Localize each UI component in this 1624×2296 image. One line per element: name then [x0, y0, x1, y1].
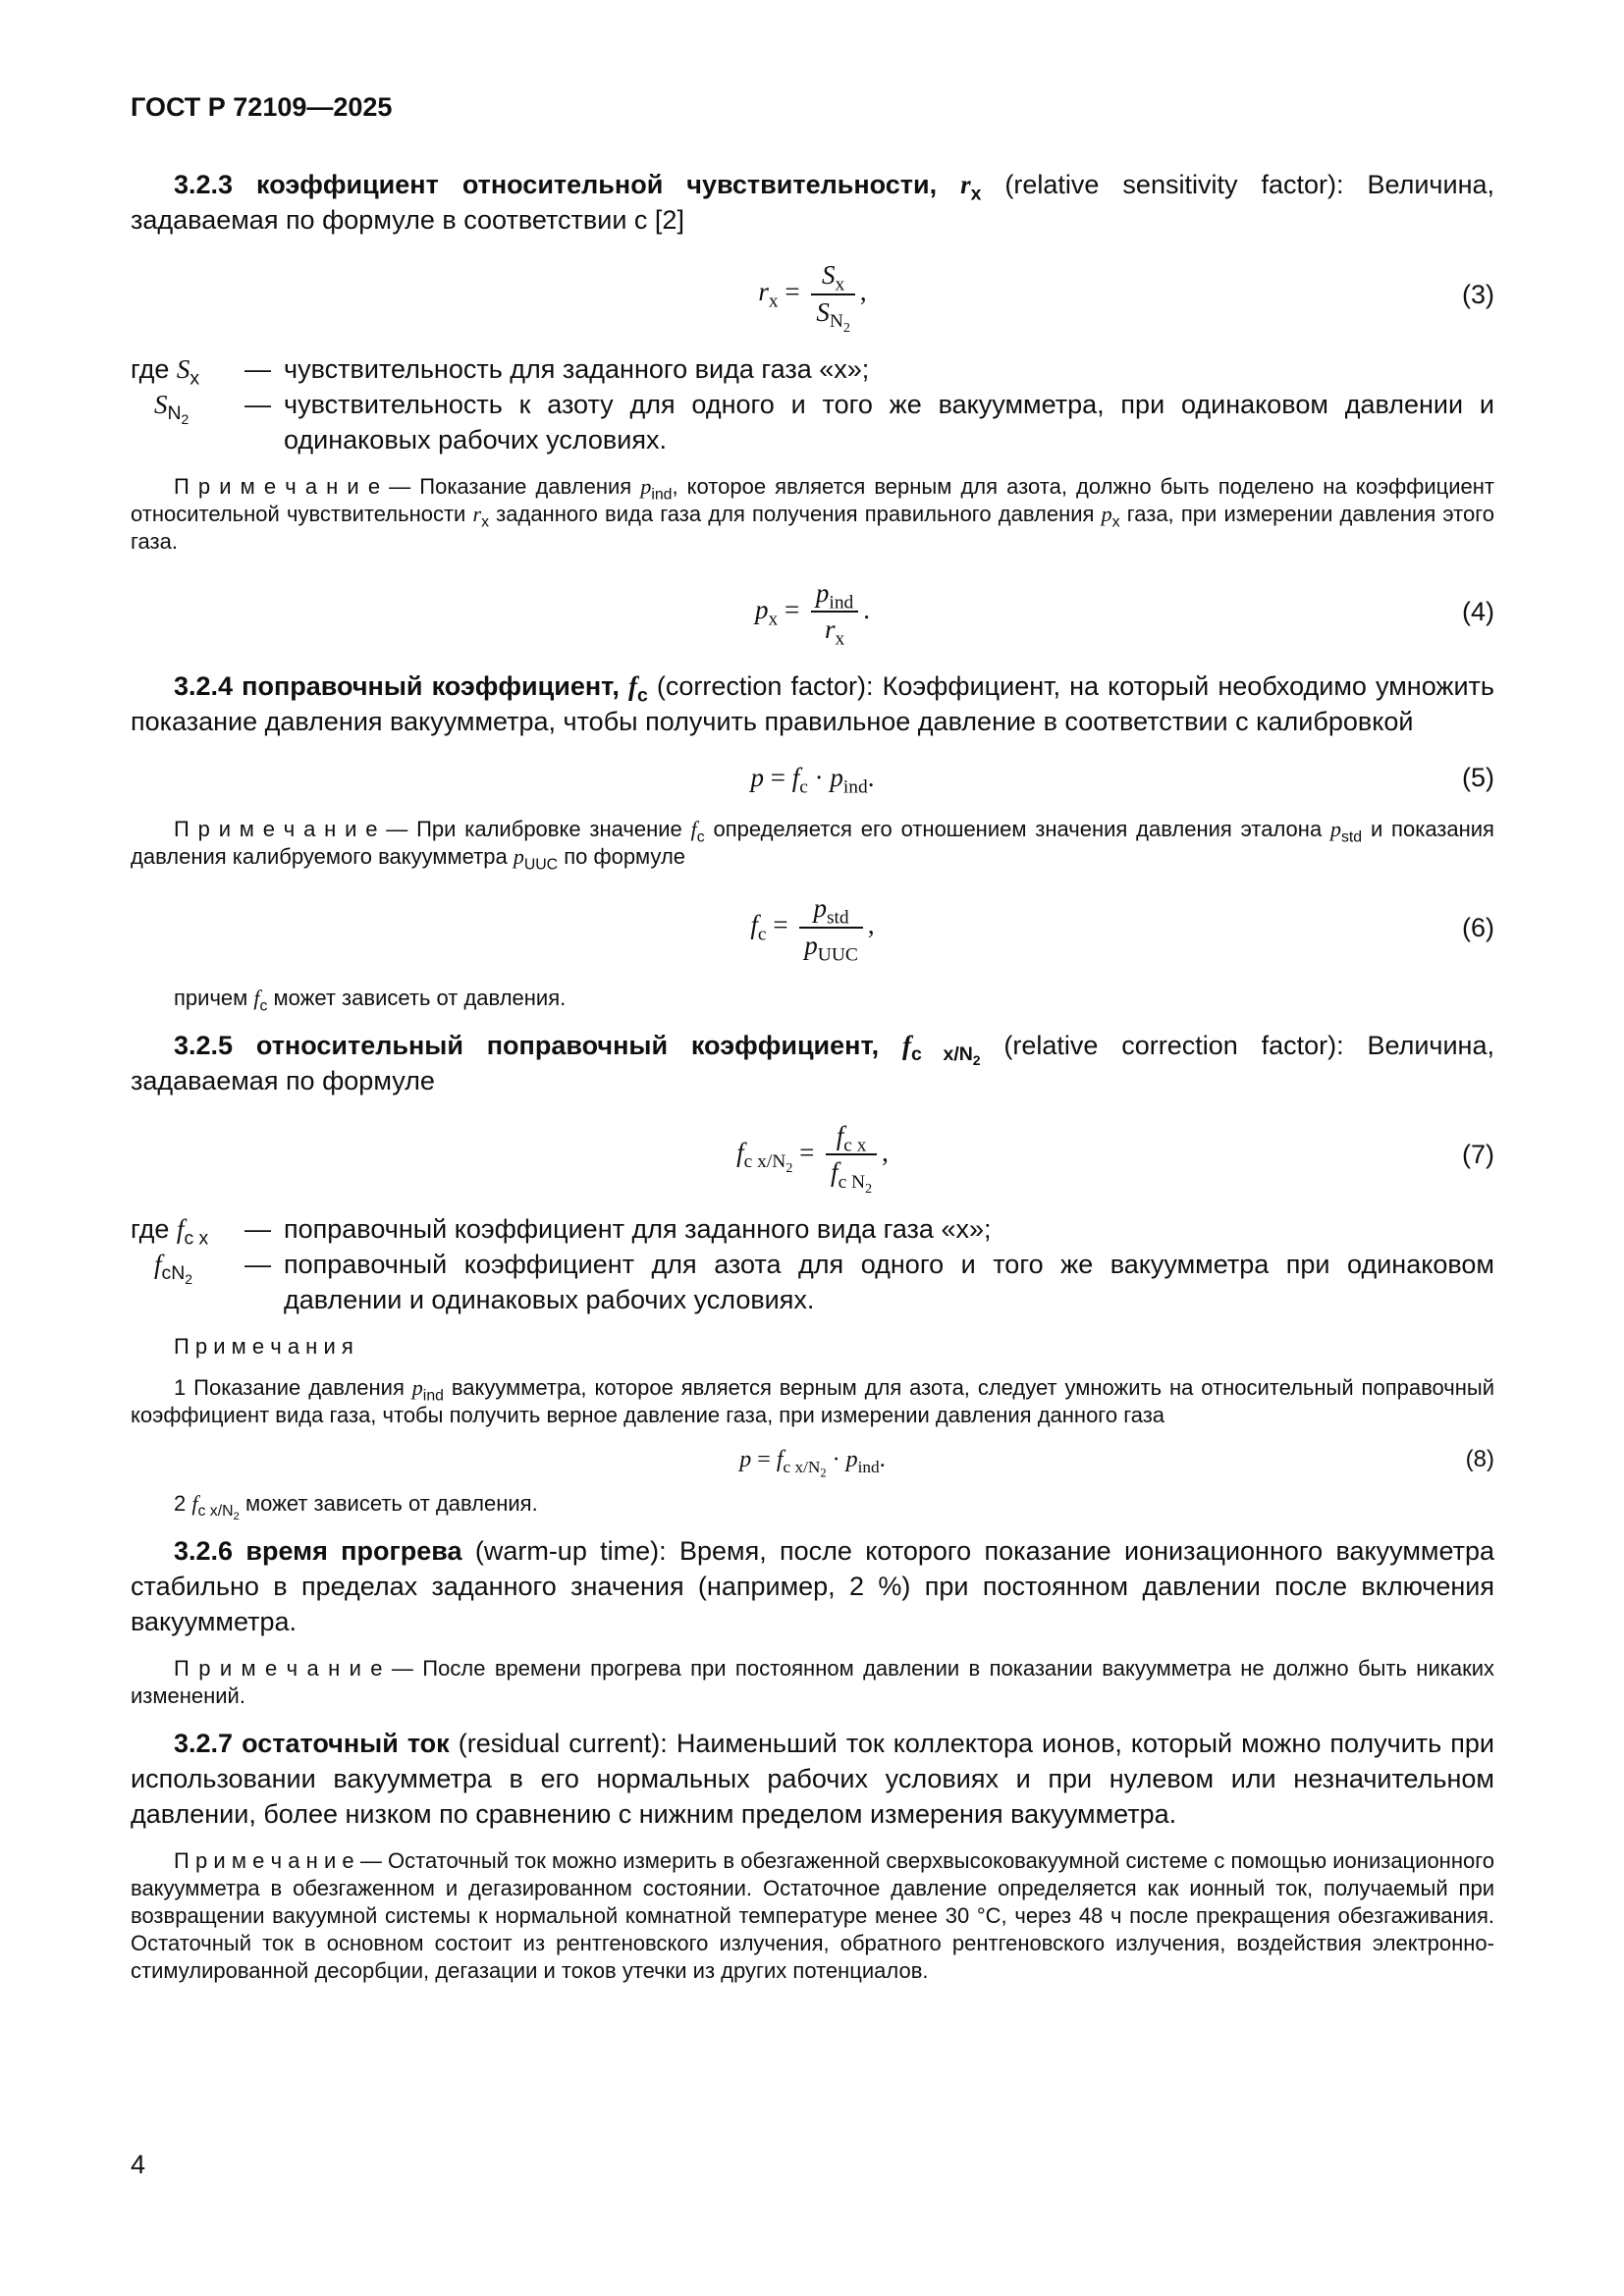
formula-8-math: $p = f_{c x/N_2} \cdot p_{ind}$. — [739, 1447, 886, 1480]
formula-3-number: (3) — [1462, 279, 1494, 309]
document-code-header: ГОСТ Р 72109—2025 — [131, 92, 393, 122]
where-description: чувствительность для заданного вида газа «x»; — [284, 353, 870, 384]
formula-6-math: $f_c$ = $\frac{p_{std}}{p_{UUC}}$ , — [750, 893, 875, 966]
where-list-3-2-3 — [131, 351, 1494, 457]
clause-3-2-3-paragraph: 3.2.3 коэффициент относительной чувствительности, $r_x$ (relative sensitivity factor): Величина, задаваемая по формуле в соответствии с [2] — [131, 170, 1494, 235]
formula-4-math: $p_x$ = $\frac{p_{ind}}{r_x}$ . — [754, 577, 871, 650]
where-dash: — — [244, 1250, 271, 1279]
where-list-3-2-5 — [131, 1211, 1494, 1317]
note-3-2-6: П р и м е ч а н и е — После времени прогрева при постоянном давлении в показании вакуумметра не должно быть никаких изменений. — [131, 1656, 1494, 1708]
note-3-2-3: П р и м е ч а н и е — Показание давления $p_{ind}$, которое является верным для азота, должно быть поделено на коэффициент относительной чувствительности $r_x$ заданного вида газа для получения правильного давления $p_x$ газа, при измерении давления этого газа. — [131, 473, 1494, 554]
formula-7-math: $f_{c x/N_2}$ = $\frac{f_{c x}}{f_{c N_2}}$ , — [736, 1120, 889, 1197]
where-term: где $S_x$ — [131, 353, 200, 389]
formula-4-number: (4) — [1462, 597, 1494, 627]
formula-8-number: (8) — [1465, 1446, 1494, 1472]
where-dash: — — [244, 389, 271, 419]
formula-3 — [131, 259, 1494, 337]
page-number: 4 — [131, 2150, 146, 2179]
where-row — [131, 387, 1494, 457]
formula-5-math: $p = f_c \cdot p_{ind}$. — [750, 763, 875, 798]
formula-3-math: $r_x$ = $\frac{S_x}{S_{N_2}}$ , — [758, 260, 867, 337]
formula-6 — [131, 892, 1494, 966]
formula-4 — [131, 577, 1494, 648]
note-3-2-4: П р и м е ч а н и е — При калибровке значение $f_c$ определяется его отношением значения давления эталона $p_{std}$ и показания давления калибруемого вакуумметра $p_{UUC}$ по формуле — [131, 817, 1494, 874]
where-term: $S_{N_2}$ — [154, 389, 189, 427]
where-dash: — — [244, 353, 271, 384]
where-description: поправочный коэффициент для азота для одного и того же вакуумметра при одинаковом давлении и одинаковых рабочих условиях. — [284, 1250, 1494, 1314]
where-term: $f_{cN_2}$ — [154, 1250, 193, 1288]
note-3-2-7: П р и м е ч а н и е — Остаточный ток можно измерить в обезгаженной сверхвысоковакуумной системе с помощью ионизационного вакуумметра в обезгаженном и дегазированном состоянии. Остаточное давление определяется как ионный ток, получаемый при возвращении вакуумной системы к нормальной комнатной температуре менее 30 °С, через 48 ч после прекращения обезгаживания. Остаточный ток в основном состоит из рентгеновского излучения, обратного рентгеновского излучения, воздействия электронно-стимулированной десорбции, дегазации и токов утечки из других потенциалов. — [131, 1848, 1494, 1983]
notes-3-2-5-item-2: 2 $f_{c x/N_2}$ может зависеть от давления. — [174, 1491, 538, 1523]
formula-7 — [131, 1120, 1494, 1197]
notes-3-2-5-item-1: 1 Показание давления $p_{ind}$ вакуумметра, которое является верным для азота, следует умножить на относительный поправочный коэффициент вида газа, чтобы получить верное давление газа, при измерении давления данного газа — [131, 1375, 1494, 1427]
where-description: поправочный коэффициент для заданного вида газа «x»; — [284, 1214, 992, 1244]
clause-3-2-7-paragraph: 3.2.7 остаточный ток (residual current): Наименьший ток коллектора ионов, который можно получить при использовании вакуумметра в его нормальных рабочих условиях и при нулевом или незначительном давлении, более низком по сравнению с нижним пределом измерения вакуумметра. — [131, 1729, 1494, 1829]
clause-3-2-5-paragraph: 3.2.5 относительный поправочный коэффициент, $f_{c x/N_2}$ (relative correction factor): Величина, задаваемая по формуле — [131, 1030, 1494, 1095]
where-row — [131, 351, 1494, 387]
where-description: чувствительность к азоту для одного и того же вакуумметра, при одинаковом давлении и одинаковых рабочих условиях. — [284, 389, 1494, 454]
where-row — [131, 1247, 1494, 1317]
note-3-2-4-continuation: причем $f_c$ может зависеть от давления. — [174, 985, 567, 1014]
clause-3-2-6-paragraph: 3.2.6 время прогрева (warm-up time): Время, после которого показание ионизационного вакуумметра стабильно в пределах заданного значения (например, 2 %) при постоянном давлении после включения вакуумметра. — [131, 1536, 1495, 1636]
formula-5-number: (5) — [1462, 763, 1494, 792]
where-row — [131, 1211, 1494, 1250]
clause-3-2-4-paragraph: 3.2.4 поправочный коэффициент, $f_c$ (correction factor): Коэффициент, на который необходимо умножить показание давления вакуумметра, чтобы получить правильное давление в соответствии с калибровкой — [131, 671, 1494, 736]
where-term: где $f_{c x}$ — [131, 1214, 209, 1250]
where-dash: — — [244, 1214, 271, 1244]
formula-7-number: (7) — [1462, 1140, 1494, 1170]
formula-8 — [131, 1443, 1494, 1480]
notes-3-2-5-title: П р и м е ч а н и я — [174, 1334, 353, 1359]
formula-5 — [131, 761, 1494, 798]
formula-6-number: (6) — [1462, 912, 1494, 942]
